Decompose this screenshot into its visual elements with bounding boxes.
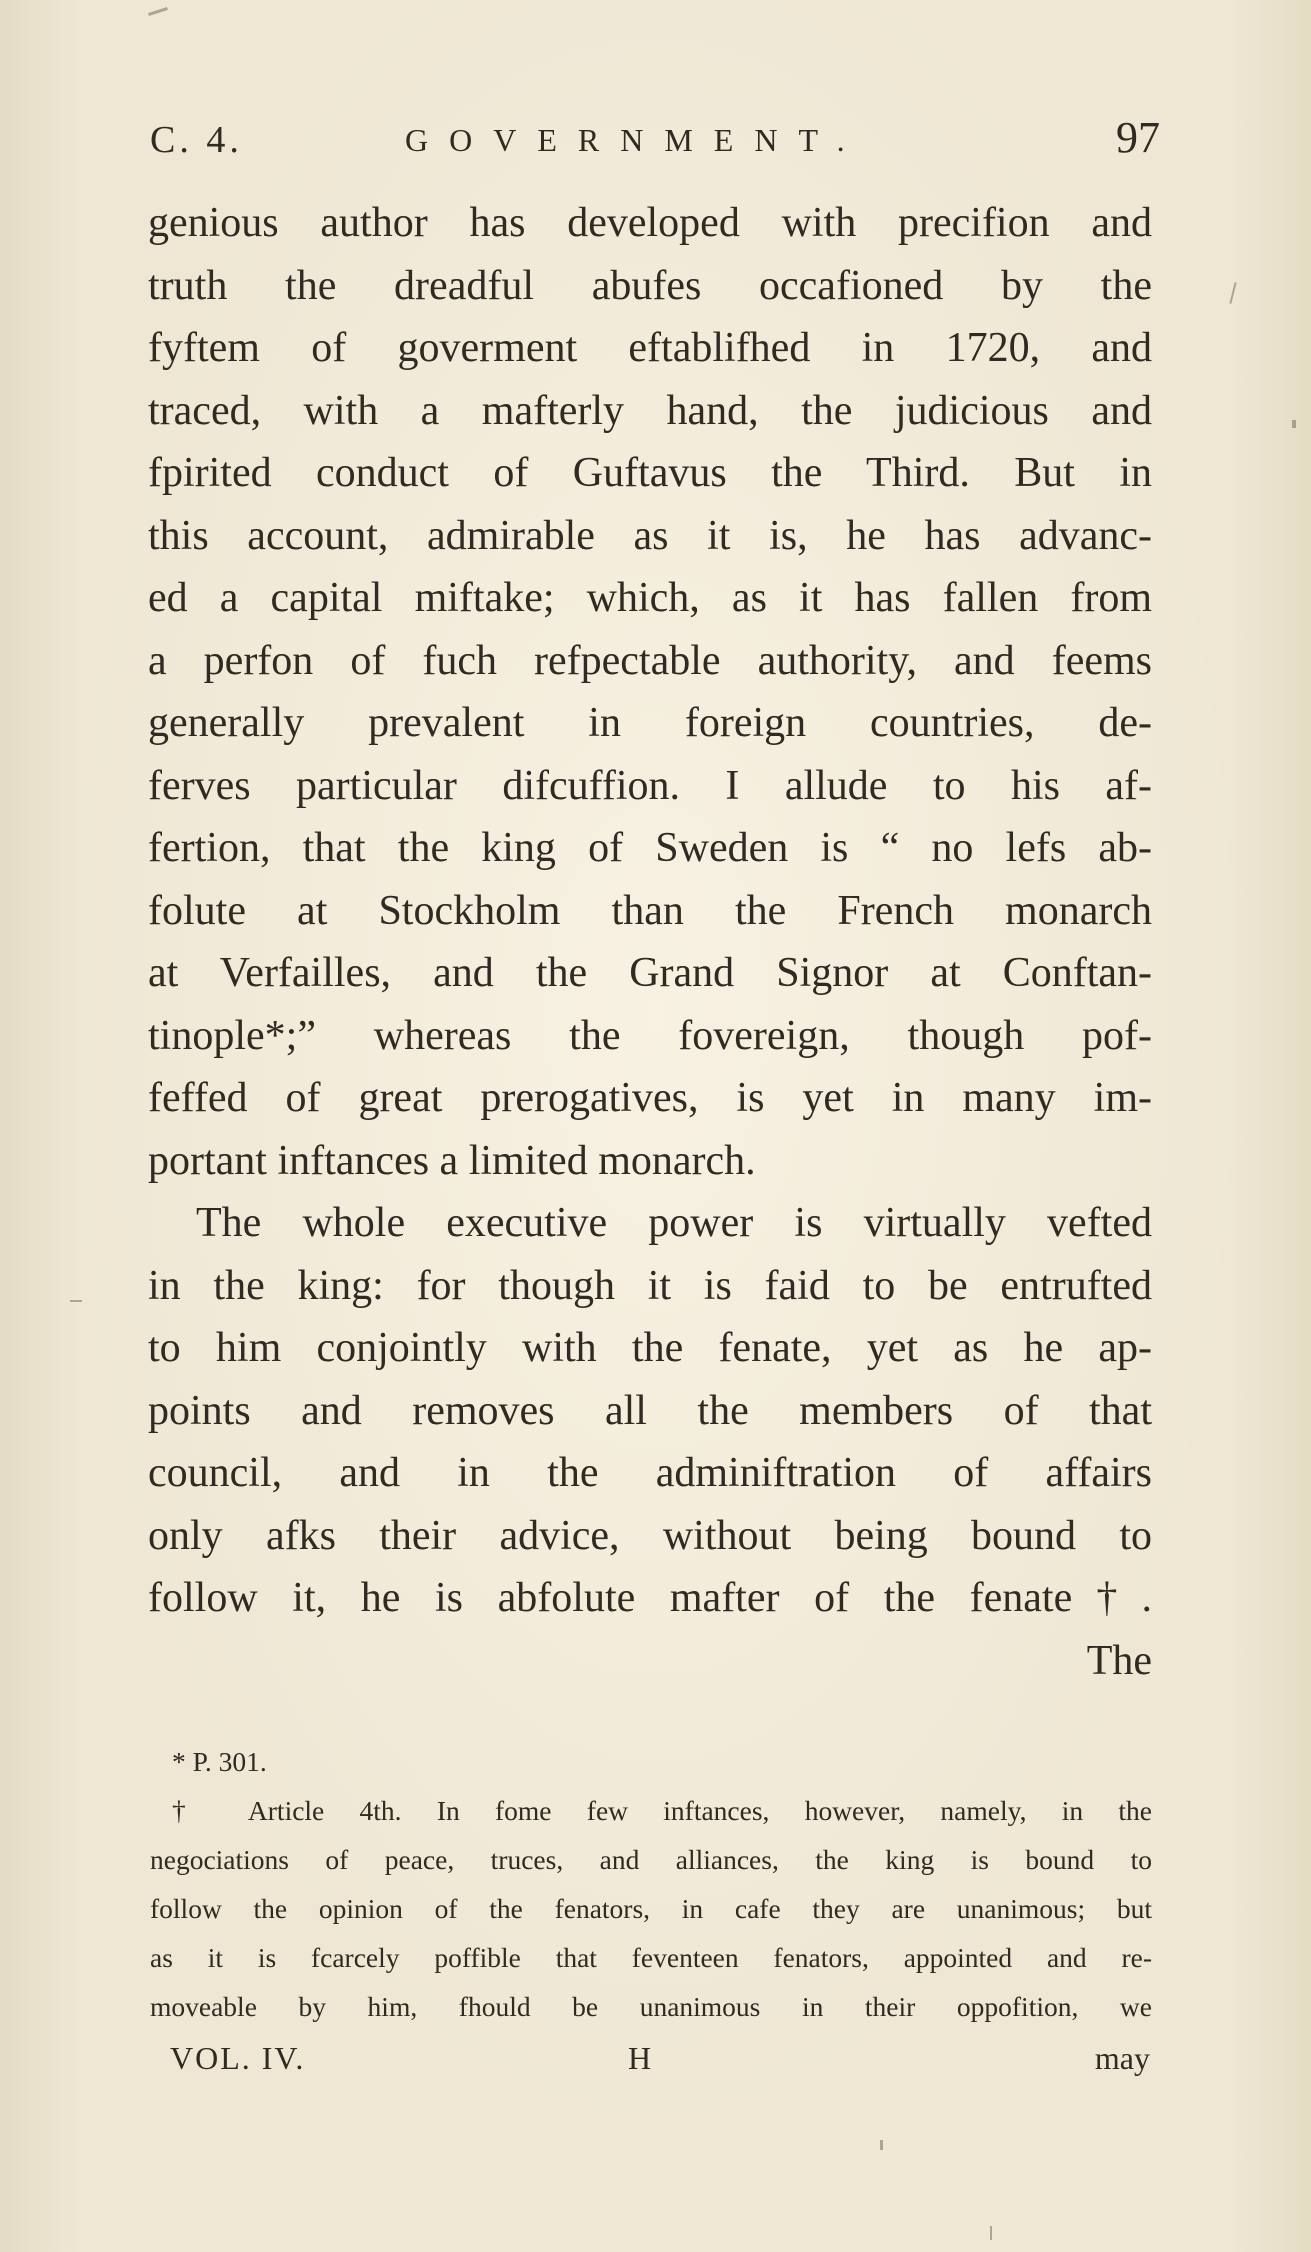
- body-line: tinople*;” whereas the fovereign, though pof-: [148, 1012, 1152, 1059]
- footnote-dagger-line: negociations of peace, truces, and alliances, the king is bound to: [150, 1844, 1152, 1875]
- volume-label: VOL. IV.: [170, 2040, 306, 2076]
- body-line: folute at Stockholm than the French monarch: [148, 887, 1152, 934]
- signature-line: [170, 2040, 1152, 2084]
- body-line: points and removes all the members of that: [148, 1387, 1152, 1434]
- page-number: 97: [1116, 113, 1160, 162]
- body-line: ferves particular difcuffion. I allude to his af-: [148, 762, 1152, 809]
- footnote-dagger-line: moveable by him, fhould be unanimous in their oppofition, we: [150, 1991, 1152, 2022]
- signature-mark: H: [628, 2040, 652, 2076]
- chapter-label: C. 4.: [150, 119, 243, 161]
- body-line: truth the dreadful abufes occafioned by the: [148, 262, 1152, 309]
- paper-speck: [1292, 420, 1296, 428]
- paper-speck: [148, 7, 168, 16]
- body-line: this account, admirable as it is, he has advanc-: [148, 512, 1152, 559]
- paragraph-start-line: The whole executive power is virtually vefted: [196, 1200, 1152, 1246]
- running-title: GOVERNMENT.: [405, 122, 866, 158]
- footnotes: [150, 1737, 1152, 2031]
- body-line: traced, with a mafterly hand, the judicious and: [148, 387, 1152, 434]
- body-line: council, and in the adminiftration of affairs: [148, 1450, 1152, 1496]
- body-line: follow it, he is abfolute mafter of the fenate†.: [148, 1575, 1152, 1621]
- body-line: portant inftances a limited monarch.: [148, 1137, 756, 1184]
- footnote-dagger-line: † Article 4th. In fome few inftances, however, namely, in the: [172, 1795, 1152, 1826]
- paper-speck: [70, 1300, 82, 1302]
- footer-catchword: may: [1094, 2040, 1150, 2076]
- paper-speck: [1229, 282, 1236, 304]
- body-line: only afks their advice, without being bound to: [148, 1512, 1152, 1559]
- body-text: [148, 192, 1152, 1692]
- body-line: a perfon of fuch refpectable authority, and feems: [148, 637, 1152, 684]
- body-line: at Verfailles, and the Grand Signor at Conftan-: [148, 950, 1152, 996]
- footnote-star: * P. 301.: [172, 1746, 267, 1777]
- footnote-dagger-line: follow the opinion of the fenators, in cafe they are unanimous; but: [150, 1893, 1152, 1924]
- body-line: fyftem of goverment eftablifhed in 1720, and: [148, 325, 1152, 371]
- body-line: ed a capital miftake; which, as it has fallen from: [148, 575, 1152, 621]
- paper-speck: [990, 2226, 992, 2240]
- body-line: genious author has developed with precifion and: [148, 200, 1152, 246]
- body-line: feffed of great prerogatives, is yet in many im-: [148, 1075, 1152, 1121]
- paper-speck: [880, 2140, 883, 2150]
- body-line: generally prevalent in foreign countries, de-: [148, 700, 1152, 746]
- body-line: to him conjointly with the fenate, yet as he ap-: [148, 1325, 1152, 1371]
- running-head: [150, 112, 1160, 172]
- body-line: fpirited conduct of Guftavus the Third. But in: [148, 450, 1152, 496]
- footnote-dagger-line: as it is fcarcely poffible that feventeen fenators, appointed and re-: [150, 1942, 1152, 1973]
- catchword: The: [1086, 1637, 1152, 1684]
- body-line: fertion, that the king of Sweden is “ no lefs ab-: [148, 825, 1152, 871]
- body-line: in the king: for though it is faid to be entrufted: [148, 1262, 1152, 1309]
